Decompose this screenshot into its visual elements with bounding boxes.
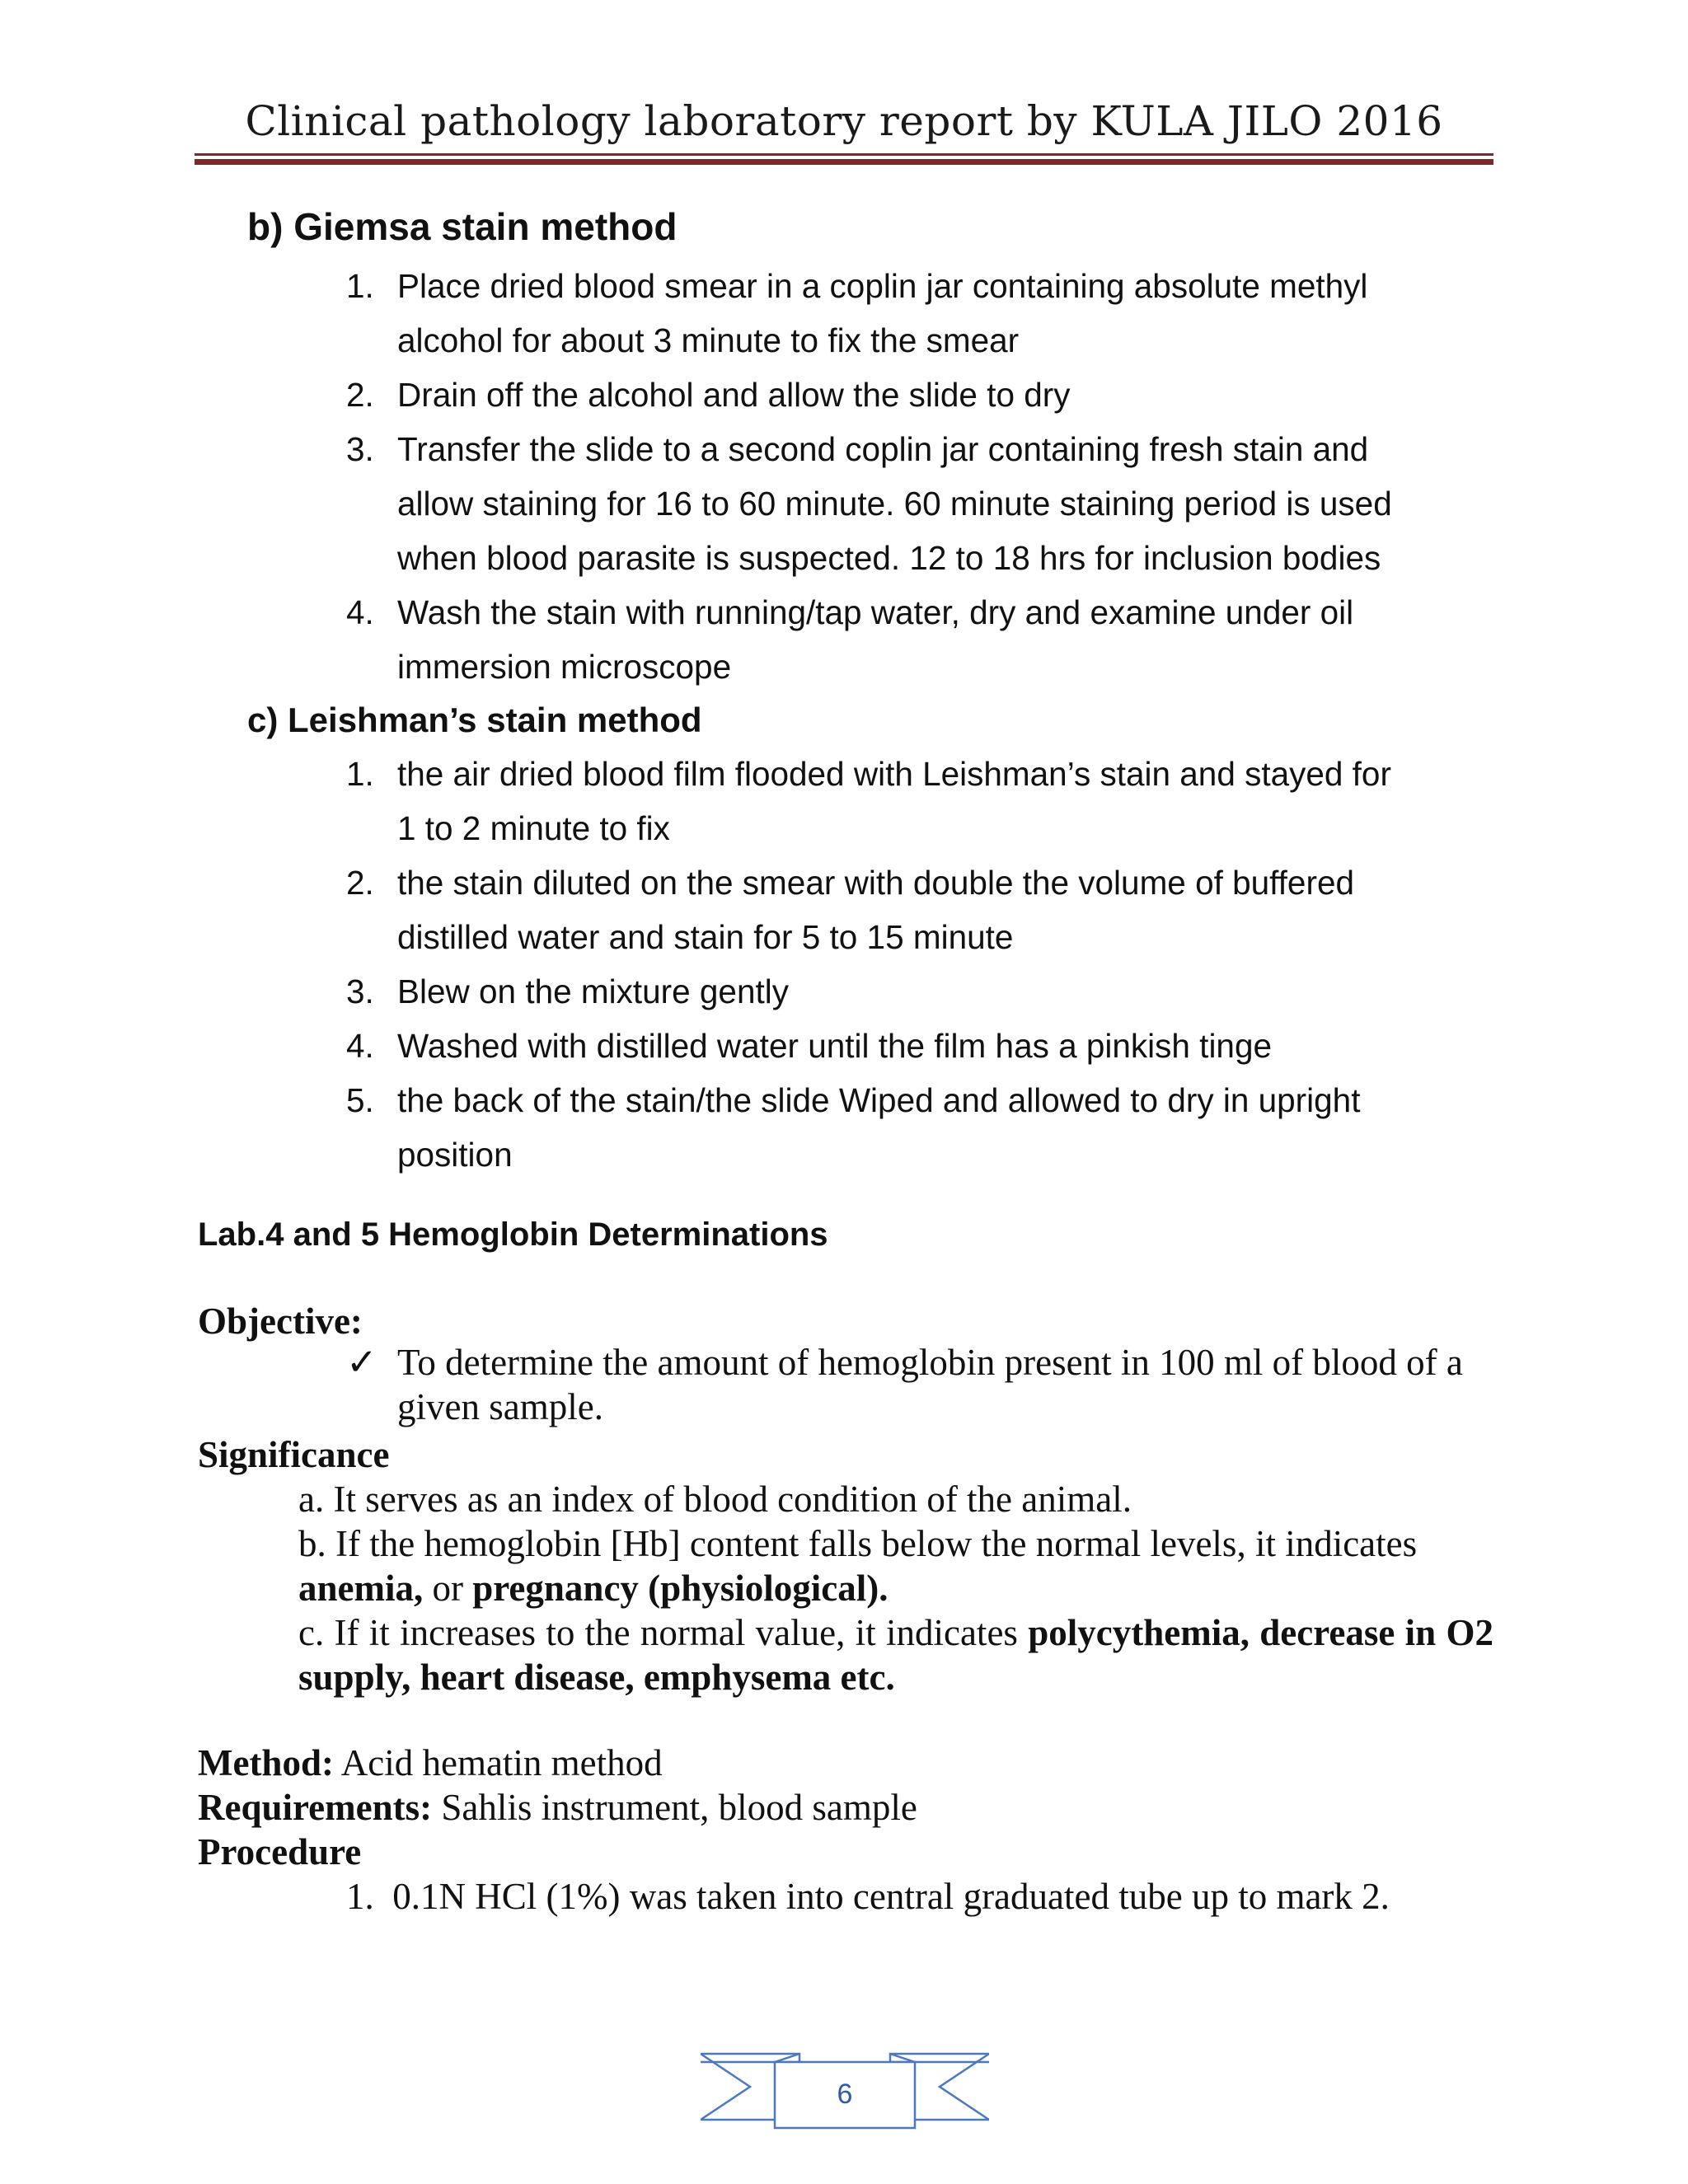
sig-b-bold-pregnancy: pregnancy (physiological). <box>472 1568 889 1609</box>
step-number: 4. <box>346 593 374 631</box>
procedure-text: 0.1N HCl (1%) was taken into central graduated tube up to mark 2. <box>392 1876 1390 1917</box>
step-number: 2. <box>346 376 374 414</box>
checkmark-icon: ✓ <box>346 1342 377 1383</box>
significance-list <box>298 1477 1493 1699</box>
list-item <box>346 259 1392 368</box>
requirements-line <box>198 1785 917 1830</box>
procedure-label: Procedure <box>198 1831 362 1872</box>
lab-title: Lab.4 and 5 Hemoglobin Determinations <box>198 1216 828 1253</box>
step-number: 2. <box>346 864 374 902</box>
list-item <box>346 1073 1391 1182</box>
step-line: 1 to 2 minute to fix <box>397 809 670 847</box>
list-item <box>346 747 1391 855</box>
procedure-number: 1. <box>346 1876 374 1917</box>
step-line: immersion microscope <box>397 648 732 686</box>
step-line: alcohol for about 3 minute to fix the smear <box>397 321 1020 359</box>
page-header-title: Clinical pathology laboratory report by KULA JILO 2016 <box>245 97 1443 145</box>
header-rule <box>195 153 1493 165</box>
step-line: the back of the stain/the slide Wiped and allowed to dry in upright <box>397 1081 1361 1119</box>
step-number: 4. <box>346 1027 374 1065</box>
step-line: Place dried blood smear in a coplin jar containing absolute methyl <box>397 267 1368 305</box>
step-line: Washed with distilled water until the film has a pinkish tinge <box>397 1027 1273 1065</box>
method-value: Acid hematin method <box>333 1742 663 1783</box>
step-number: 3. <box>346 972 374 1010</box>
step-line: the air dried blood film flooded with Leishman’s stain and stayed for <box>397 755 1391 793</box>
objective-text: To determine the amount of hemoglobin present in 100 ml of blood of a given sample. <box>397 1342 1463 1427</box>
sig-b-text: b. If the hemoglobin [Hb] content falls below the normal levels, it indicates <box>298 1523 1418 1564</box>
requirements-label: Requirements: <box>198 1787 433 1828</box>
step-line: Transfer the slide to a second coplin jar containing fresh stain and <box>397 430 1369 468</box>
step-line: position <box>397 1136 513 1174</box>
significance-label: Significance <box>198 1434 390 1475</box>
method-line <box>198 1741 663 1785</box>
step-line: Drain off the alcohol and allow the slide to dry <box>397 376 1071 414</box>
step-number: 5. <box>346 1081 374 1119</box>
list-item <box>346 585 1392 694</box>
step-line: allow staining for 16 to 60 minute. 60 minute staining period is used <box>397 485 1392 523</box>
header-rule-thick <box>195 159 1493 165</box>
method-label: Method: <box>198 1742 334 1783</box>
list-item <box>346 422 1392 585</box>
objective-label: Objective: <box>198 1301 363 1342</box>
sig-c-text: c. If it increases to the normal value, it indicates <box>298 1612 1029 1653</box>
step-line: distilled water and stain for 5 to 15 minute <box>397 918 1014 956</box>
section-c-heading: c) Leishman’s stain method <box>247 701 702 739</box>
step-line: Blew on the mixture gently <box>397 972 789 1010</box>
list-item <box>346 1019 1391 1073</box>
sig-b-mid: or <box>423 1568 473 1609</box>
requirements-value: Sahlis instrument, blood sample <box>432 1787 917 1828</box>
sig-c-bold: polycythemia, decrease in O2 supply, heart disease, emphysema etc. <box>298 1612 1493 1698</box>
list-item <box>346 368 1392 422</box>
header-rule-thin <box>195 153 1493 156</box>
objective-item <box>346 1340 1500 1429</box>
section-b-heading: b) Giemsa stain method <box>247 205 678 248</box>
significance-item-c <box>298 1610 1493 1699</box>
step-line: Wash the stain with running/tap water, dry and examine under oil <box>397 593 1354 631</box>
significance-item-b <box>298 1521 1493 1610</box>
section-c-steps <box>346 747 1391 1182</box>
sig-b-bold-anemia: anemia, <box>298 1568 424 1609</box>
page-number: 6 <box>837 2079 853 2110</box>
step-number: 1. <box>346 755 374 793</box>
step-line: when blood parasite is suspected. 12 to 18 hrs for inclusion bodies <box>397 539 1381 577</box>
list-item <box>346 855 1391 964</box>
step-line: the stain diluted on the smear with double the volume of buffered <box>397 864 1354 902</box>
list-item <box>346 964 1391 1019</box>
significance-item-a: a. It serves as an index of blood condition of the animal. <box>298 1479 1132 1520</box>
procedure-item <box>346 1874 1390 1919</box>
step-number: 1. <box>346 267 374 305</box>
step-number: 3. <box>346 430 374 468</box>
section-b-steps <box>346 259 1392 694</box>
